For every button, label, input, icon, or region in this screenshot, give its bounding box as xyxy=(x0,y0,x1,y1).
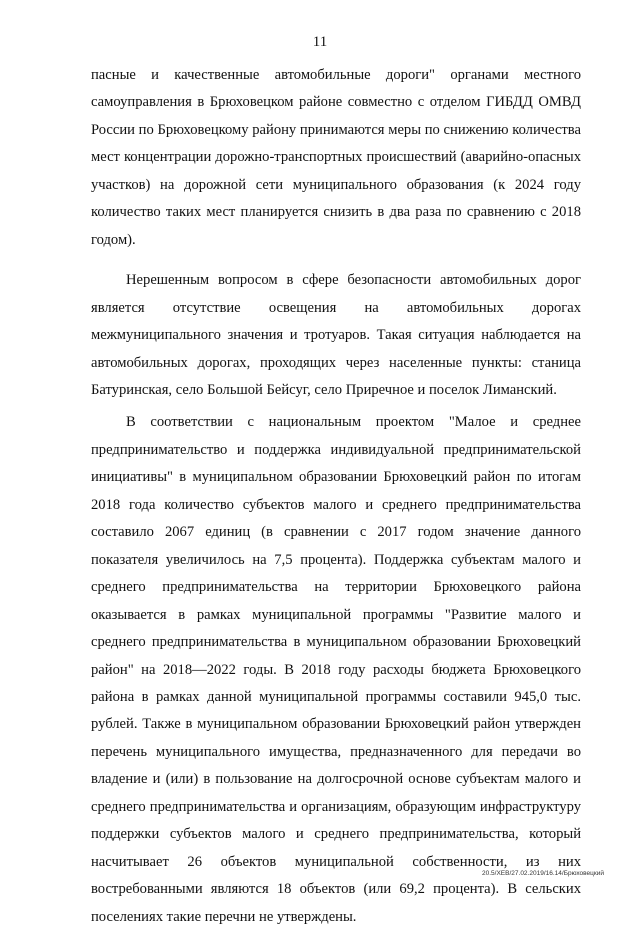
page-number: 11 xyxy=(312,34,328,50)
paragraph-small-business: В соответствии с национальным проектом "Малое и среднее предпринимательство и поддержка индивидуальной предпринимательской инициативы" в муниципальном образовании Брюховецкий район по итогам 2018 года количество субъектов малого и среднего предпринимательства составило 2067 единиц (в сравнении с 2017 годом значение данного показателя увеличилось на 7,5 процента). Поддержка субъектам малого и среднего предпринимательства на территории Брюховецкого района оказывается в рамках муниципальной программы "Развитие малого и среднего предпринимательства в муниципальном образовании Брюховецкий район" на 2018—2022 годы. В 2018 году расходы бюджета Брюховецкого района в рамках данной муниципальной программы составили 945,0 тыс. рублей. Также в муниципальном образовании Брюховецкий район утвержден перечень муниципального имущества, предназначенного для передачи во владение и (или) в пользование на долгосрочной основе субъектам малого и среднего предпринимательства и организациям, образующим инфраструктуру поддержки субъектов малого и среднего предпринимательства, который насчитывает 26 объектов муниципальной собственности, из них востребованными являются 18 объектов (или 69,2 процента). В сельских поселениях такие перечни не утверждены. xyxy=(91,414,581,925)
paragraph-road-lighting: Нерешенным вопросом в сфере безопасности автомобильных дорог является отсутствие освещения на автомобильных дорогах межмуниципального значения и тротуаров. Такая ситуация наблюдается на автомобильных дорогах, проходящих через населенные пункты: станица Батуринская, село Большой Бейсуг, село Приречное и поселок Лиманский. xyxy=(91,272,581,398)
paragraph-continuation: пасные и качественные автомобильные дороги" органами местного самоуправления в Брюховецком районе совместно с отделом ГИБДД ОМВД России по Брюховецкому району принимаются меры по снижению количества мест концентрации дорожно-транспортных происшествий (аварийно-опасных участков) на дорожной сети муниципального образования (к 2024 году количество таких мест планируется снизить в два раза по сравнению с 2018 годом). xyxy=(91,67,581,248)
document-body xyxy=(91,62,581,931)
footer-document-code: 20.5/ХЕВ/27.02.2019/16.14/Брюховецкий xyxy=(482,870,604,877)
